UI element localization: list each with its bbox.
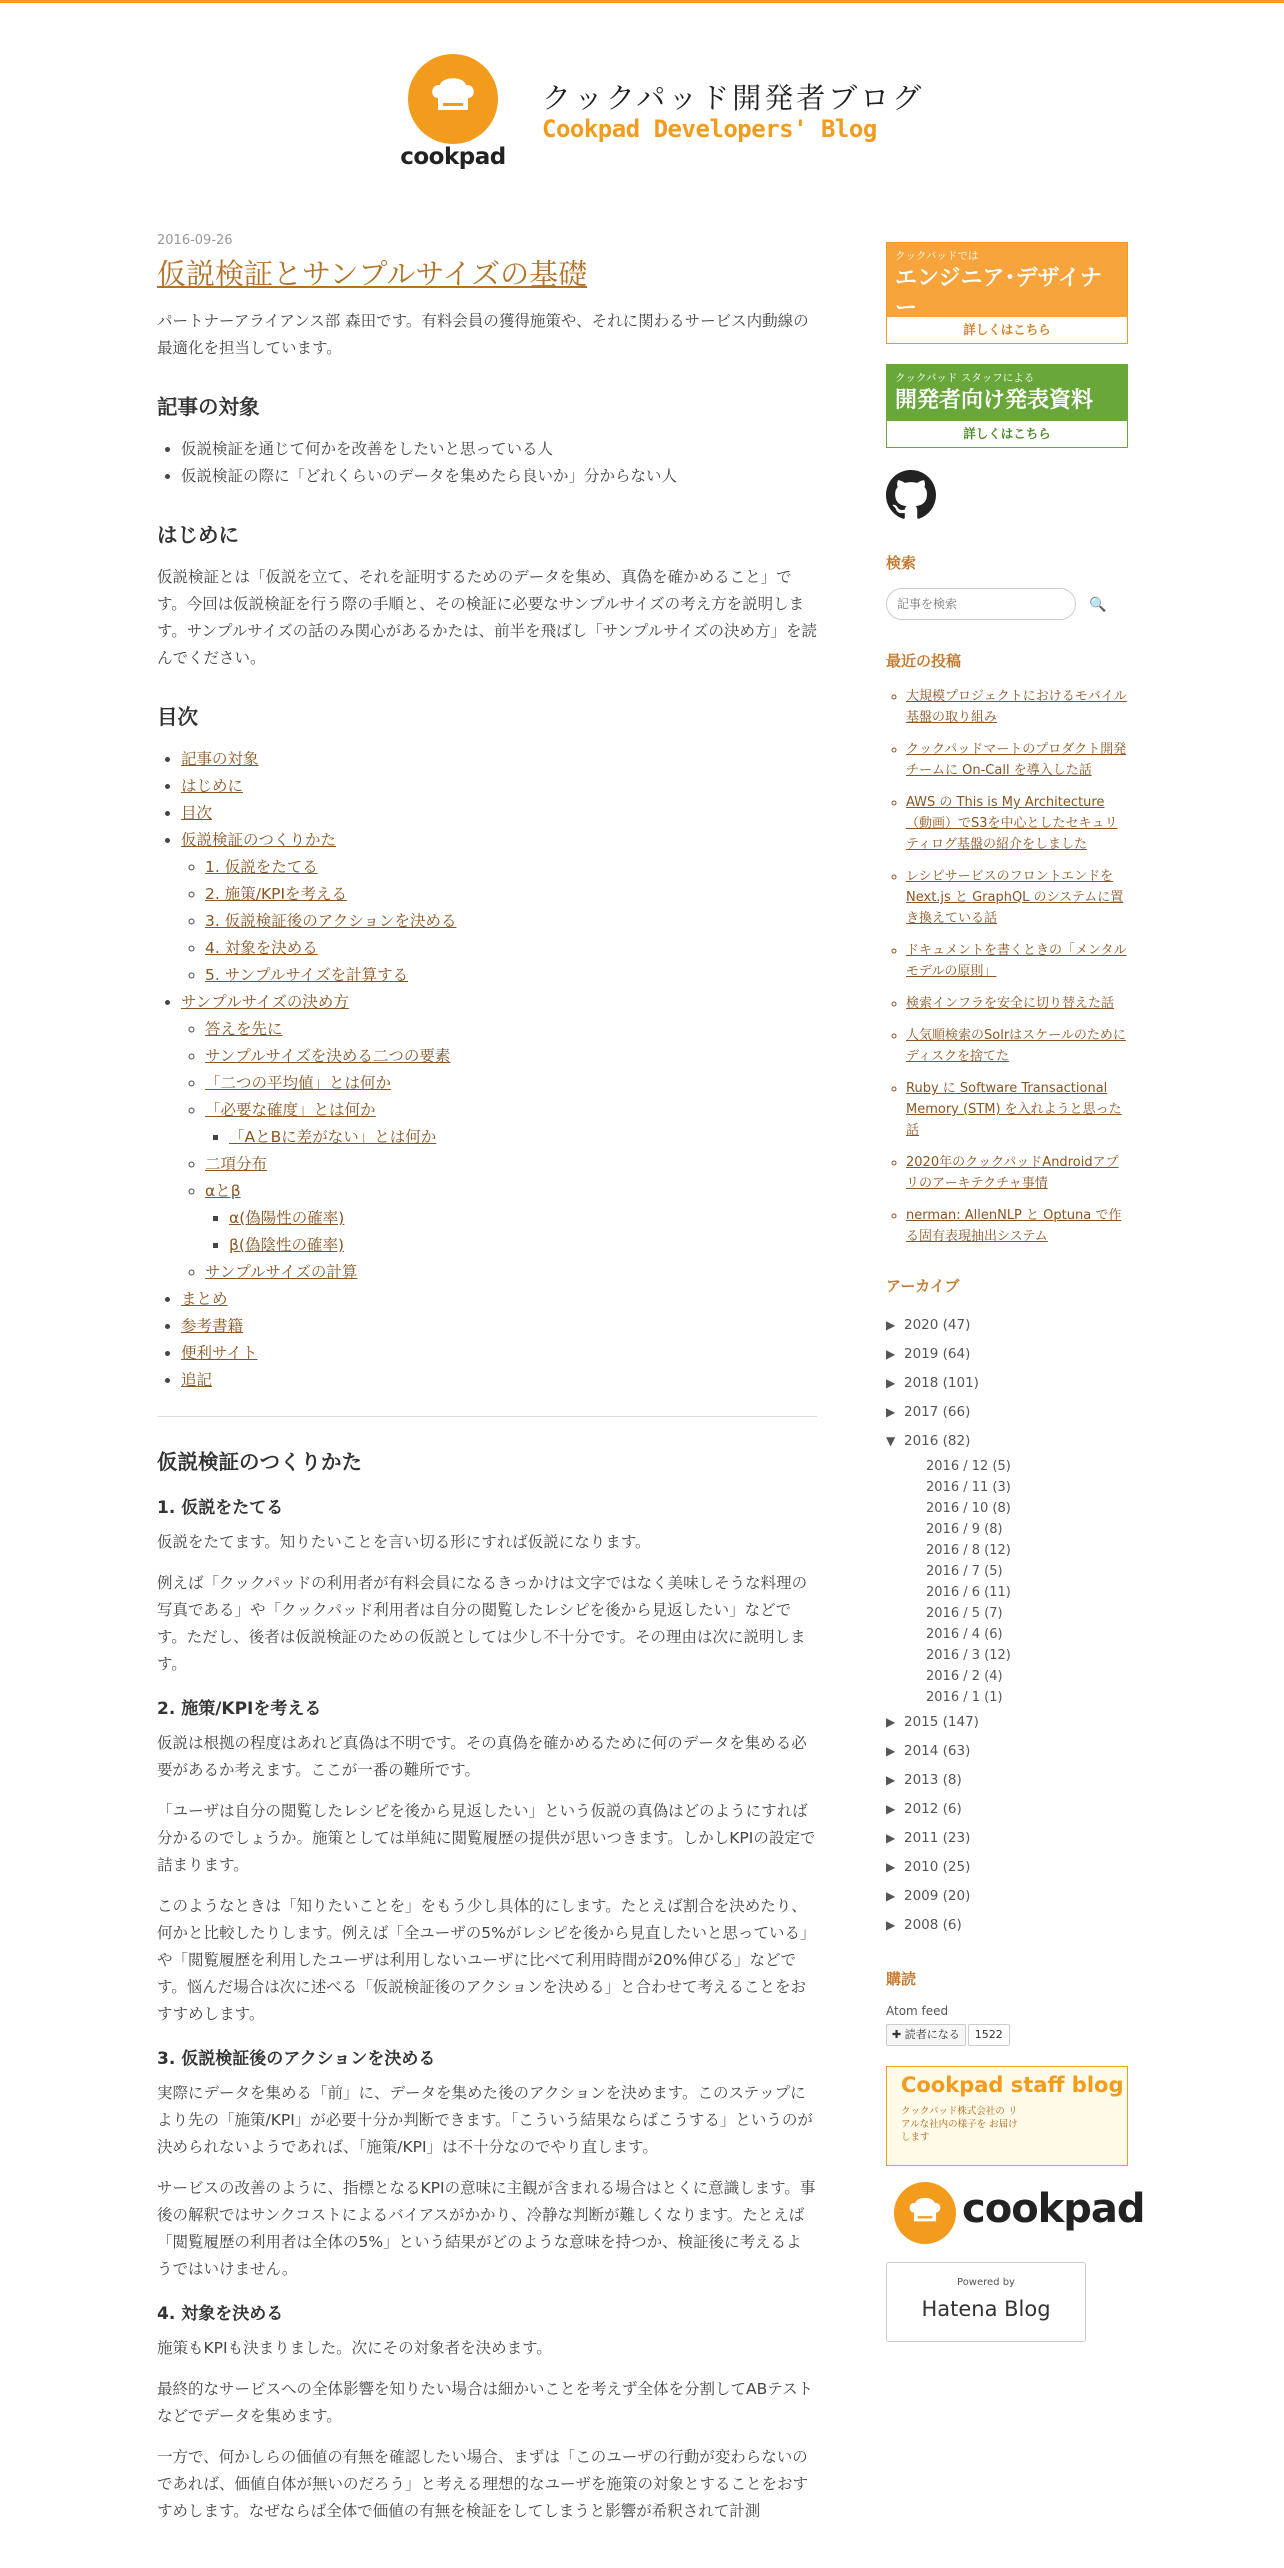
toc-link[interactable]: 記事の対象 <box>181 750 259 768</box>
archive-month-link[interactable]: 2016 / 5 (7) <box>926 1606 1003 1621</box>
archive-month-link[interactable]: 2016 / 11 (3) <box>926 1480 1011 1495</box>
archive-month-link[interactable]: 2016 / 6 (11) <box>926 1585 1011 1600</box>
archive-list <box>886 1311 1128 1940</box>
paragraph: 実際にデータを集める「前」に、データを集めた後のアクションを決めます。このステップにより先の「施策/KPI」が必要十分か判断できます。「こういう結果ならばこうする」というのが決められないようであれば、「施策/KPI」は不十分なのでやり直します。 <box>157 2084 813 2156</box>
cookpad-wordmark: cookpad <box>962 2186 1145 2232</box>
archive-year-link[interactable]: 2015 (147) <box>904 1714 979 1730</box>
toc-link[interactable]: 目次 <box>181 804 213 822</box>
heading-target: 記事の対象 <box>157 395 260 419</box>
archive-year-link[interactable]: 2011 (23) <box>904 1830 971 1846</box>
archive-year-link[interactable]: 2017 (66) <box>904 1404 971 1420</box>
toc-link[interactable]: αとβ <box>205 1182 241 1200</box>
archive-month-link[interactable]: 2016 / 9 (8) <box>926 1522 1003 1537</box>
search-input[interactable] <box>886 588 1076 620</box>
paragraph: 施策もKPIも決まりました。次にその対象者を決めます。 <box>157 2339 552 2357</box>
github-icon <box>886 470 936 520</box>
list-item: • 仮説検証を通じて何かを改善をしたいと思っている人 <box>181 436 817 463</box>
archive-year[interactable] <box>886 1795 1128 1824</box>
toc-link[interactable]: 仮説検証のつくりかた <box>181 831 337 849</box>
archive-month-link[interactable]: 2016 / 2 (4) <box>926 1669 1003 1684</box>
triangle-right-icon: ▶ <box>886 1318 896 1332</box>
recruit-banner-big: エンジニア･デザイナー <box>895 266 1102 321</box>
subscribe-button[interactable]: ✚ 読者になる <box>886 2024 966 2046</box>
heading-step-1: 1. 仮説をたてる <box>157 1498 284 1518</box>
archive-year[interactable] <box>886 1824 1128 1853</box>
toc-link[interactable]: サンプルサイズを決める二つの要素 <box>205 1047 451 1065</box>
recent-post-link[interactable]: 2020年のクックパッドAndroidアプリのアーキテクチャ事情 <box>906 1155 1119 1191</box>
archive-heading: アーカイブ <box>886 1277 960 1295</box>
archive-year-link[interactable]: 2019 (64) <box>904 1346 971 1362</box>
toc-link[interactable]: 5. サンプルサイズを計算する <box>205 966 409 984</box>
recruit-banner-small: クックパッドでは <box>895 250 979 262</box>
article-title[interactable]: 仮説検証とサンプルサイズの基礎 <box>157 257 588 291</box>
triangle-right-icon: ▶ <box>886 1802 896 1816</box>
archive-month-link[interactable]: 2016 / 3 (12) <box>926 1648 1011 1663</box>
archive-year-link[interactable]: 2018 (101) <box>904 1375 979 1391</box>
archive-year-link[interactable]: 2014 (63) <box>904 1743 971 1759</box>
archive-year[interactable] <box>886 1369 1128 1398</box>
triangle-right-icon: ▶ <box>886 1831 896 1845</box>
archive-year[interactable] <box>886 1737 1128 1766</box>
toc-link[interactable]: 便利サイト <box>181 1344 258 1362</box>
toc-link[interactable]: 二項分布 <box>205 1155 268 1173</box>
article-intro: パートナーアライアンス部 森田です。有料会員の獲得施策や、それに関わるサービス内動線の最適化を担当しています。 <box>157 312 809 357</box>
search-form <box>886 588 1128 622</box>
heading-make-hypothesis: 仮説検証のつくりかた <box>157 1450 362 1474</box>
archive-year-link[interactable]: 2012 (6) <box>904 1801 962 1817</box>
toc-link[interactable]: まとめ <box>181 1290 228 1308</box>
triangle-right-icon: ▶ <box>886 1889 896 1903</box>
toc-link[interactable]: 4. 対象を決める <box>205 939 318 957</box>
toc-link[interactable]: 「二つの平均値」とは何か <box>205 1074 392 1092</box>
paragraph: 仮説は根拠の程度はあれど真偽は不明です。その真偽を確かめるために何のデータを集める必要があるか考えます。ここが一番の難所です。 <box>157 1734 807 1779</box>
toc-link[interactable]: 3. 仮説検証後のアクションを決める <box>205 912 457 930</box>
staff-blog-banner-link[interactable] <box>886 2066 1128 2166</box>
toc-link[interactable]: 「AとBに差がない」とは何か <box>229 1128 437 1146</box>
recent-post-link[interactable]: 人気順検索のSolrはスケールのためにディスクを捨てた <box>906 1028 1126 1064</box>
recruit-banner[interactable] <box>886 242 1128 344</box>
reader-row <box>886 2024 1128 2046</box>
toc-link[interactable]: 答えを先に <box>205 1020 283 1038</box>
introduction-body: 仮説検証とは「仮説を立て、それを証明するためのデータを集め、真偽を確かめること」です。今回は仮説検証を行う際の手順と、その検証に必要なサンプルサイズの考え方を説明します。サンプルサイズの話のみ関心があるかたは、前半を飛ばし「サンプルサイズの決め方」を読んでください。 <box>157 568 817 667</box>
recent-post-link[interactable]: ドキュメントを書くときの「メンタルモデルの原則」 <box>906 943 1127 979</box>
archive-year[interactable] <box>886 1398 1128 1427</box>
staff-blog-subtitle: クックパッド株式会社の リアルな社内の様子を お届けします <box>901 2106 1018 2143</box>
archive-year-link[interactable]: 2008 (6) <box>904 1917 962 1933</box>
archive-year-link[interactable]: 2020 (47) <box>904 1317 971 1333</box>
search-icon: 🔍 <box>1089 595 1107 612</box>
heading-step-3: 3. 仮説検証後のアクションを決める <box>157 2049 436 2069</box>
blog-header <box>0 0 1284 200</box>
archive-year[interactable] <box>886 1766 1128 1795</box>
archive-year[interactable] <box>886 1708 1128 1737</box>
archive-year-link[interactable]: 2009 (20) <box>904 1888 971 1904</box>
archive-year[interactable] <box>886 1340 1128 1369</box>
powered-by-label: Powered by <box>957 2277 1015 2288</box>
paragraph: 一方で、何かしらの価値の有無を確認したい場合、まずは「このユーザの行動が変わらないのであれば、価値自体が無いのだろう」と考える理想的なユーザを施策の対象とすることをおすすめします。なぜならば全体で価値の有無を検証をしてしまうと影響が希釈されて計測 <box>157 2448 809 2520</box>
staff-blog-title: Cookpad staff blog <box>901 2073 1124 2097</box>
recent-post-link[interactable]: 大規模プロジェクトにおけるモバイル基盤の取り組み <box>906 689 1127 725</box>
toc-link[interactable]: サンプルサイズの計算 <box>205 1263 358 1281</box>
toc-link[interactable]: β(偽陰性の確率) <box>229 1236 344 1254</box>
triangle-right-icon: ▶ <box>886 1715 896 1729</box>
archive-month-link[interactable]: 2016 / 12 (5) <box>926 1459 1011 1474</box>
table-of-contents <box>157 746 817 1394</box>
heading-step-2: 2. 施策/KPIを考える <box>157 1699 322 1719</box>
subscribe-heading: 購読 <box>886 1970 917 1988</box>
slides-banner-link: 詳しくはこちら <box>887 421 1127 447</box>
triangle-right-icon: ▶ <box>886 1347 896 1361</box>
triangle-right-icon: ▶ <box>886 1773 896 1787</box>
recruit-banner-sub: を募集中です <box>1056 325 1119 337</box>
triangle-right-icon: ▶ <box>886 1860 896 1874</box>
archive-month-link[interactable]: 2016 / 7 (5) <box>926 1564 1003 1579</box>
toc-link[interactable]: 「必要な確度」とは何か <box>205 1101 376 1119</box>
paragraph: 例えば「クックパッドの利用者が有料会員になるきっかけは文字ではなく美味しそうな料理の写真である」や「クックパッド利用者は自分の閲覧したレシピを後から見返したい」などです。ただし、後者は仮説検証のための仮説としては少し不十分です。その理由は次に説明します。 <box>157 1574 808 1673</box>
hatena-blog-link[interactable] <box>886 2262 1128 2342</box>
slides-banner-big: 開発者向け発表資料 <box>895 388 1094 413</box>
slides-banner[interactable] <box>886 364 1128 448</box>
search-button[interactable] <box>1082 588 1114 620</box>
heading-introduction: はじめに <box>157 523 239 547</box>
archive-year[interactable] <box>886 1853 1128 1882</box>
heading-toc: 目次 <box>157 705 198 729</box>
cookpad-site-link[interactable] <box>886 2178 1145 2248</box>
slides-banner-top <box>887 365 1127 421</box>
archive-year-link[interactable]: 2010 (25) <box>904 1859 971 1875</box>
toc-link[interactable]: 1. 仮説をたてる <box>205 858 318 876</box>
sidebar <box>886 242 1145 2342</box>
archive-year[interactable] <box>886 1882 1128 1911</box>
slides-banner-small: クックパッド スタッフによる <box>895 372 1035 384</box>
recent-posts-heading: 最近の投稿 <box>886 652 962 670</box>
subscriber-count: 1522 <box>968 2024 1010 2046</box>
search-heading: 検索 <box>886 554 917 572</box>
archive-month-link[interactable]: 2016 / 4 (6) <box>926 1627 1003 1642</box>
blog-title-japanese: クックパッド開発者ブログ <box>542 81 925 115</box>
recent-post-link[interactable]: AWS の This is My Architecture（動画）でS3を中心としたセキュリティログ基盤の紹介をしました <box>906 795 1118 852</box>
archive-year-link[interactable]: 2016 (82) <box>904 1433 971 1449</box>
archive-year-link[interactable]: 2013 (8) <box>904 1772 962 1788</box>
triangle-down-icon: ▼ <box>886 1434 896 1448</box>
toc-link[interactable]: はじめに <box>181 777 244 795</box>
blog-title-english: Cookpad Developers' Blog <box>542 115 877 143</box>
recent-post-link[interactable]: Ruby に Software Transactional Memory (STM) を入れようと思った話 <box>906 1081 1122 1138</box>
archive-months <box>886 1456 1128 1708</box>
article-date[interactable]: 2016-09-26 <box>157 233 233 248</box>
toc-link[interactable]: 2. 施策/KPIを考える <box>205 885 348 903</box>
toc-link[interactable]: 追記 <box>181 1371 213 1389</box>
staff-blog-banner <box>886 2066 1128 2166</box>
cookpad-footer-logo <box>886 2178 1145 2248</box>
paragraph: このようなときは「知りたいことを」をもう少し具体的にします。たとえば割合を決めたり、何かと比較したりします。例えば「全ユーザの5%がレシピを後から見直したいと思っている」や「閲覧履歴を利用したユーザは利用しないユーザに比べて利用時間が20%伸びる」などです。悩んだ場合は次に述べる「仮説検証後のアクションを決める」と合わせて考えることをおすすめします。 <box>157 1897 816 2023</box>
archive-year[interactable] <box>886 1911 1128 1940</box>
paragraph: 仮説をたてます。知りたいことを言い切る形にすれば仮説になります。 <box>157 1533 651 1551</box>
section-divider <box>157 1416 817 1417</box>
article <box>157 232 817 2525</box>
recent-post-link[interactable]: nerman: AllenNLP と Optuna で作る固有表現抽出システム <box>906 1208 1122 1244</box>
recent-post-link[interactable]: レシピサービスのフロントエンドを Next.js と GraphQL のシステムに置き換えている話 <box>906 869 1124 926</box>
toc-link[interactable]: 参考書籍 <box>181 1317 244 1335</box>
paragraph: 最終的なサービスへの全体影響を知りたい場合は細かいことを考えず全体を分割してABテストなどでデータを集めます。 <box>157 2380 814 2425</box>
paragraph: サービスの改善のように、指標となるKPIの意味に主観が含まれる場合はとくに意識します。事後の解釈ではサンクコストによるバイアスがかかり、冷静な判断が難しくなります。たとえば「閲覧履歴の利用者は全体の5%」という結果がどのような意味を持つか、検証後に考えるようではいけません。 <box>157 2179 816 2278</box>
logo-wordmark: cookpad <box>400 144 506 170</box>
recent-post-link[interactable]: 検索インフラを安全に切り替えた話 <box>906 996 1115 1011</box>
triangle-right-icon: ▶ <box>886 1918 896 1932</box>
recruit-banner-link: 詳しくはこちら <box>887 317 1127 343</box>
archive-month-link[interactable]: 2016 / 8 (12) <box>926 1543 1011 1558</box>
archive-year-open[interactable] <box>886 1427 1128 1456</box>
archive-year[interactable] <box>886 1311 1128 1340</box>
triangle-right-icon: ▶ <box>886 1405 896 1419</box>
toc-link[interactable]: α(偽陽性の確率) <box>229 1209 345 1227</box>
hatena-blog-badge <box>886 2262 1086 2342</box>
triangle-right-icon: ▶ <box>886 1744 896 1758</box>
toc-link[interactable]: サンプルサイズの決め方 <box>181 993 349 1011</box>
heading-step-4: 4. 対象を決める <box>157 2304 284 2324</box>
paragraph: 「ユーザは自分の閲覧したレシピを後から見返したい」という仮説の真偽はどのようにすれば分かるのでしょうか。施策としては単純に閲覧履歴の提供が思いつきます。しかしKPIの設定で詰まります。 <box>157 1802 816 1874</box>
recent-post-link[interactable]: クックパッドマートのプロダクト開発チームに On-Call を導入した話 <box>906 742 1127 778</box>
chef-hat-logo-icon <box>408 54 498 144</box>
triangle-right-icon: ▶ <box>886 1376 896 1390</box>
archive-month-link[interactable]: 2016 / 10 (8) <box>926 1501 1011 1516</box>
archive-month-link[interactable]: 2016 / 1 (1) <box>926 1690 1003 1705</box>
list-item: • 仮説検証の際に「どれくらいのデータを集めたら良いか」分からない人 <box>181 463 817 490</box>
atom-feed-link[interactable]: Atom feed <box>886 2004 949 2018</box>
target-list <box>157 436 817 490</box>
hatena-blog-label: Hatena Blog <box>921 2297 1051 2321</box>
chef-hat-icon <box>894 2182 956 2244</box>
recent-posts-list <box>886 686 1128 1247</box>
github-link[interactable] <box>886 509 936 524</box>
